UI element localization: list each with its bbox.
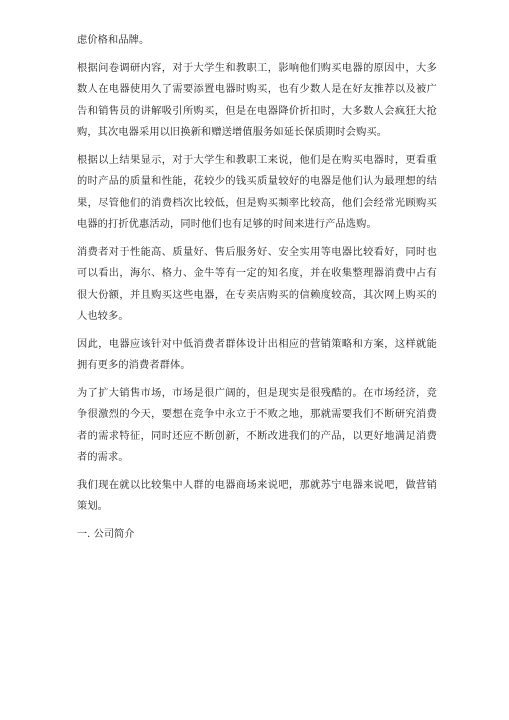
paragraph-3: 根据以上结果显示，对于大学生和教职工来说，他们是在购买电器时，更看重的时产品的质量和性能，花较少的钱买质量较好的电器是他们认为最理想的结果，尽管他们的消费档次比较低，但是购买频率比较高，他们会经常光顾购买电器的打折优惠活动，同时他们也有足够的时间来进行产品选购。: [77, 154, 437, 230]
paragraph-7: 我们现在就以比较集中人群的电器商场来说吧，那就苏宁电器来说吧，做营销策划。: [77, 479, 437, 512]
paragraph-1: 虑价格和品牌。: [77, 35, 150, 46]
paragraph-2: 根据问卷调研内容，对于大学生和教职工，影响他们购买电器的原因中，大多数人在电器使用久了需要添置电器时购买，也有少数人是在好友推荐以及被广告和销售员的讲解吸引所购买，但是在电器降价折扣时，大多数人会疯狂大抢购，其次电器采用以旧换新和赠送增值服务如延长保质期时会购买。: [77, 62, 437, 138]
paragraph-6: 为了扩大销售市场，市场是很广阔的，但是现实是很残酷的。在市场经济，竞争很激烈的今天，要想在竞争中永立于不败之地，那就需要我们不断研究消费者的需求特征，同时还应不断创新，不断改进我们的产品，以更好地满足消费者的需求。: [77, 387, 437, 463]
document-body: [77, 30, 437, 545]
paragraph-4: 消费者对于性能高、质量好、售后服务好、安全实用等电器比较看好，同时也可以看出，海尔、格力、金牛等有一定的知名度，并在收集整理器消费中占有很大份额，并且购买这些电器，在专卖店购买的信赖度较高，其次网上购买的人也较多。: [77, 246, 437, 322]
section-heading: 一. 公司简介: [77, 528, 135, 540]
paragraph-5: 因此，电器应该针对中低消费者群体设计出相应的营销策略和方案，这样就能拥有更多的消费者群体。: [77, 338, 437, 371]
